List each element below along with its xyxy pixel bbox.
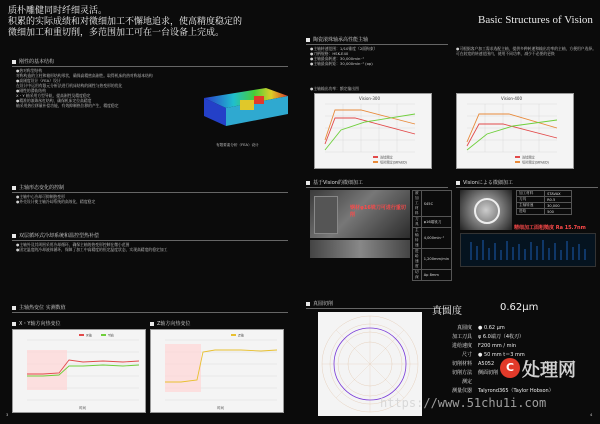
- page-number-left: 3: [6, 413, 9, 417]
- table-row: 加工材料 STAVAX: [517, 191, 572, 197]
- watermark-url: https://www.51chu1i.com: [380, 396, 547, 410]
- spindle-chart-caption: ●主轴输出功率：额定输出图: [310, 86, 359, 91]
- heavy-cutting-photo: [310, 190, 410, 238]
- chart-xy-x-axis-label: 时间: [79, 406, 86, 410]
- header-line-1: 质朴雕健同时纤细灵活。: [8, 6, 108, 16]
- section-marker-icon: [12, 234, 16, 238]
- surface-roughness-label: 精细加工面粗糙度 Ra 15.7nm: [514, 225, 586, 231]
- workpiece-photo: [310, 240, 410, 258]
- chart-xy-label: X・Y轴方向热变位: [12, 320, 60, 327]
- rigid-structure-bullets: ●热对称型结构 对称构造的立柱和箱形结构形状，确保高精密高刚性。取得机床的热对称基本结构 ●高刚度设计（FEA）设计 在设计中运用有限元分析法进行机床结构的刚性与热变形的优化 ●刚性的滑轨结构 X・Y 轴采用方型导轨，提高刚性及精度稳定 ●精准的滚珠丝杠结构，确保机床定位高精度 轴采用热位移量补偿功能，有效抑制热位移的产生，精度稳定: [16, 68, 153, 108]
- chart-vision400-title: Vision-400: [501, 96, 523, 101]
- spindle-spec-row: ●主轴最高转矩：30,000min⁻¹ (op): [310, 61, 373, 66]
- table-row: 进给速度 1,200mm/min: [413, 249, 452, 270]
- heavy-cutting-label: 钢材φ16铣刀可进行重切削: [350, 205, 406, 218]
- table-row: 切深 Ap 8mm: [413, 270, 452, 281]
- chart-xy-panel: [12, 329, 146, 413]
- roundness-spec-row: 切削材料 A5052: [451, 361, 495, 367]
- chart-vision400-series-continuous: [467, 124, 557, 146]
- watermark-logo-text: 处理网: [522, 360, 576, 381]
- table-row: 主轴转速 30,000: [517, 203, 572, 209]
- section-cooling: 双层循环式冷却系统和温控型热补偿: [12, 232, 288, 241]
- section-marker-icon: [12, 60, 16, 64]
- chart-xy-legend-y: Y轴: [108, 333, 114, 338]
- roundness-spec-row: 进给速度 F200 mm / min: [451, 343, 517, 349]
- fea-image: [196, 78, 294, 140]
- roundness-spec-row: 加工刀具 φ 6.0端刀（4枚刃）: [451, 334, 525, 340]
- spindle-deform-bullets: ●主轴中心冷却可抑制热变形 ●外壳设计使主轴冷却系统的高效化，精度稳定: [16, 194, 96, 204]
- precision-table: [516, 190, 572, 215]
- roundness-spec-row: 测量仪器 Talyrond365（Taylor Hobson）: [451, 388, 554, 394]
- section-thermal-data: 主轴热变位 实测数值: [12, 304, 288, 313]
- watermark-logo-icon: C: [500, 358, 520, 378]
- spindle-chart-vision300: [314, 93, 432, 169]
- section-spindle-deform: 主轴形态变化的控制: [12, 184, 288, 193]
- chart-vision400-legend-2: 短时额定(S6%ED): [522, 160, 549, 165]
- section-precision: Visionによる微細加工: [456, 179, 598, 188]
- page-title: Basic Structures of Vision: [478, 14, 593, 26]
- table-row: 进给 500: [517, 209, 572, 215]
- chart-z-label: Z轴方向热变位: [150, 320, 190, 327]
- header-text: [8, 6, 278, 39]
- roundness-spec-row: 尺寸 ● 50 mm t＝3 mm: [461, 352, 525, 358]
- chart-xy-svg: [13, 330, 145, 412]
- cooling-bullets: ●主轴外及其周围采用冷却循环，确保主轴的热变形控制在微小范围 ●固定温度的冷却液体循环，保障了加工中高精度的恒定温度状态，实现高精度的稳定加工: [16, 242, 168, 252]
- roundness-spec-row: 测定: [461, 379, 472, 385]
- table-row: 刀具 φ16端铣刀: [413, 217, 452, 228]
- section-marker-icon: [12, 306, 16, 310]
- spindle-selection-note: ●可根据客户加工需求选配主轴，提供多种转速和输出功率的主轴，方便用户选择。可在较宽的转速范围内，使用不同功率，减少不必要的更换: [456, 46, 596, 56]
- chart-z-heat-zone: [165, 344, 201, 392]
- chart-z-panel: [150, 329, 284, 413]
- table-row: 主轴转速 4,000min⁻¹: [413, 228, 452, 249]
- spindle-photo-shape: [314, 196, 338, 234]
- chart-vision400-legend-1: 连续额定: [522, 155, 535, 160]
- section-vision-machining: 基于Vision的微细加工: [306, 179, 448, 188]
- section-marker-icon: [12, 186, 16, 190]
- chart-xy-legend-x: X轴: [86, 333, 92, 338]
- section-spindle: 陶瓷滚珠轴承高性能主轴: [306, 36, 448, 45]
- chart-vision300-series-torque: [325, 114, 415, 150]
- roundness-heading: 真圆度: [432, 306, 462, 317]
- fea-caption: 有限要素分析（FEA）设计: [216, 143, 259, 147]
- table-row: 被加工材料 S45C: [413, 191, 452, 217]
- spindle-spec-list: [310, 46, 450, 66]
- chart-vision300-title: Vision-300: [359, 96, 381, 101]
- spindle-spec-row: ●刀柄规格：HSK-E40: [310, 51, 349, 56]
- spindle-chart-vision400: [456, 93, 574, 169]
- precision-part-ring: [474, 198, 500, 224]
- chart-z-legend: Z轴: [238, 333, 244, 338]
- spindle-spec-row: ●主轴转速范围：1/10锥度（2面拘束）: [310, 46, 378, 51]
- section-roundness: 真圆切削: [306, 300, 448, 309]
- header-line-3: 微细加工和重切削，多范围加工可在一台设备上完成。: [8, 28, 225, 38]
- chart-vision300-legend-2: 短时额定(S6%ED): [380, 160, 407, 165]
- chart-vision300-series-short: [325, 110, 415, 140]
- roundness-value: 0.62μm: [500, 302, 539, 313]
- precision-part-photo: [460, 190, 512, 230]
- spindle-spec-row: ●主轴最高转速：30,000min⁻¹: [310, 56, 364, 61]
- roundness-spec-row: 切削方法 侧面切削: [451, 370, 499, 376]
- chart-z-svg: [151, 330, 283, 412]
- page-number-right: 4: [590, 413, 593, 417]
- table-row: 刀具 R0.5: [517, 197, 572, 203]
- surface-profile-graph: [460, 233, 596, 267]
- header-line-2: 积累的实际成绩和对微细加工不懈地追求，使高精度稳定的: [8, 17, 243, 27]
- chart-vision300-legend-1: 连续额定: [380, 155, 393, 160]
- roundness-spec-row: 真圆度 ● 0.62 μm: [456, 325, 505, 331]
- chart-z-x-axis-label: 时间: [217, 406, 224, 410]
- section-rigid-structure: 刚性的基本结构: [12, 58, 288, 67]
- heavy-cutting-table: [412, 190, 452, 281]
